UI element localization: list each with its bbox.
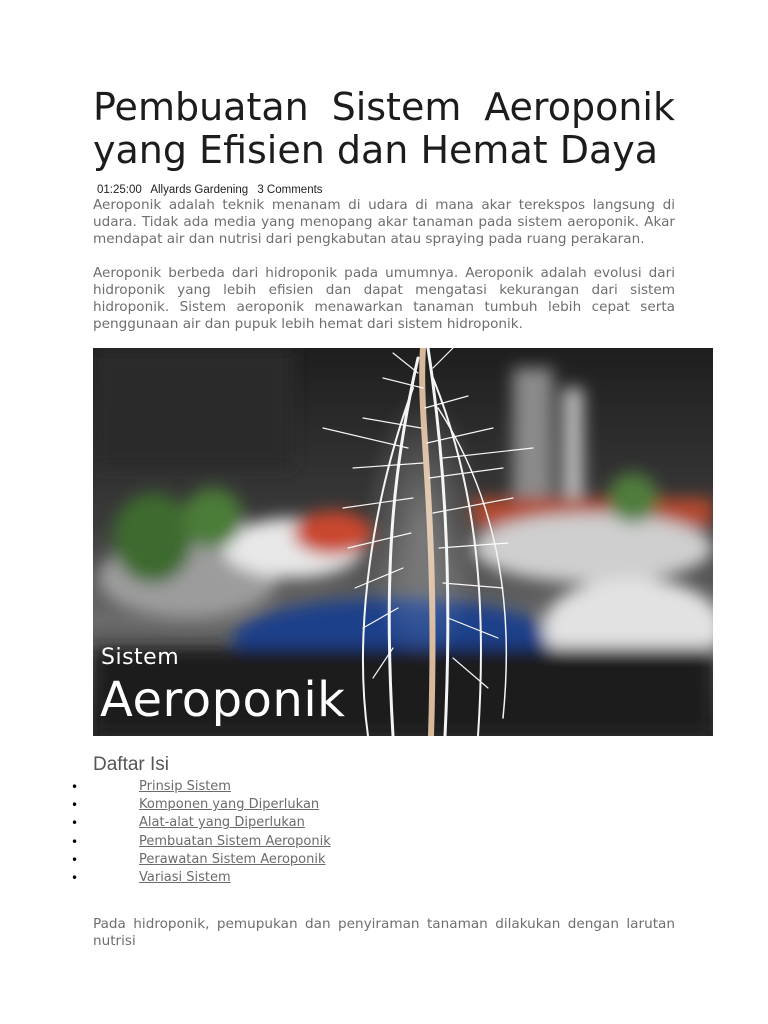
post-comments: 3 Comments bbox=[257, 184, 323, 196]
post-author: Allyards Gardening bbox=[150, 184, 249, 196]
post-time: 01:25:00 bbox=[97, 184, 142, 196]
toc-item bbox=[71, 851, 675, 869]
toc-item bbox=[71, 814, 675, 832]
bullet-icon: • bbox=[71, 870, 79, 885]
toc-item bbox=[71, 869, 675, 887]
toc-item bbox=[71, 796, 675, 814]
hero-caption-small: Sistem bbox=[101, 645, 180, 670]
article-title: Pembuatan Sistem Aeroponik yang Efisien dan Hemat Daya bbox=[93, 85, 675, 172]
bullet-icon: • bbox=[71, 834, 79, 849]
bullet-icon: • bbox=[71, 798, 79, 813]
toc-item bbox=[71, 778, 675, 796]
table-of-contents bbox=[71, 778, 675, 887]
bullet-icon: • bbox=[71, 852, 79, 867]
bullet-icon: • bbox=[71, 816, 79, 831]
intro-paragraph: Aeroponik adalah teknik menanam di udara di mana akar terekspos langsung di udara. Tidak ada media yang menopang akar tanaman pada sistem aeroponik. Akar mendapat air dan nutrisi dari pengkabutan atau spraying pada ruang perakaran. bbox=[93, 197, 675, 247]
bullet-icon: • bbox=[71, 780, 79, 794]
comparison-paragraph: Aeroponik berbeda dari hidroponik pada umumnya. Aeroponik adalah evolusi dari hidroponik yang lebih efisien dan dapat mengatasi kekurangan dari sistem hidroponik. Sistem aeroponik menawarkan tanaman tumbuh lebih cepat serta penggunaan air dan pupuk lebih hemat dari sistem hidroponik. bbox=[93, 265, 675, 332]
toc-heading: Daftar Isi bbox=[93, 754, 170, 775]
post-meta bbox=[97, 184, 675, 197]
toc-link-pembuatan[interactable]: Pembuatan Sistem Aeroponik bbox=[139, 833, 331, 849]
hero-caption-big: Aeroponik bbox=[100, 672, 346, 728]
toc-link-komponen[interactable]: Komponen yang Diperlukan bbox=[139, 797, 320, 813]
toc-link-alat-alat[interactable]: Alat-alat yang Diperlukan bbox=[139, 815, 305, 831]
toc-link-prinsip-sistem[interactable]: Prinsip Sistem bbox=[139, 779, 231, 794]
toc-link-perawatan[interactable]: Perawatan Sistem Aeroponik bbox=[139, 851, 326, 867]
toc-link-variasi[interactable]: Variasi Sistem bbox=[139, 869, 231, 885]
article-header bbox=[93, 86, 675, 333]
closing-paragraph: Pada hidroponik, pemupukan dan penyiraman tanaman dilakukan dengan larutan nutrisi bbox=[93, 916, 675, 949]
toc-item bbox=[71, 833, 675, 851]
